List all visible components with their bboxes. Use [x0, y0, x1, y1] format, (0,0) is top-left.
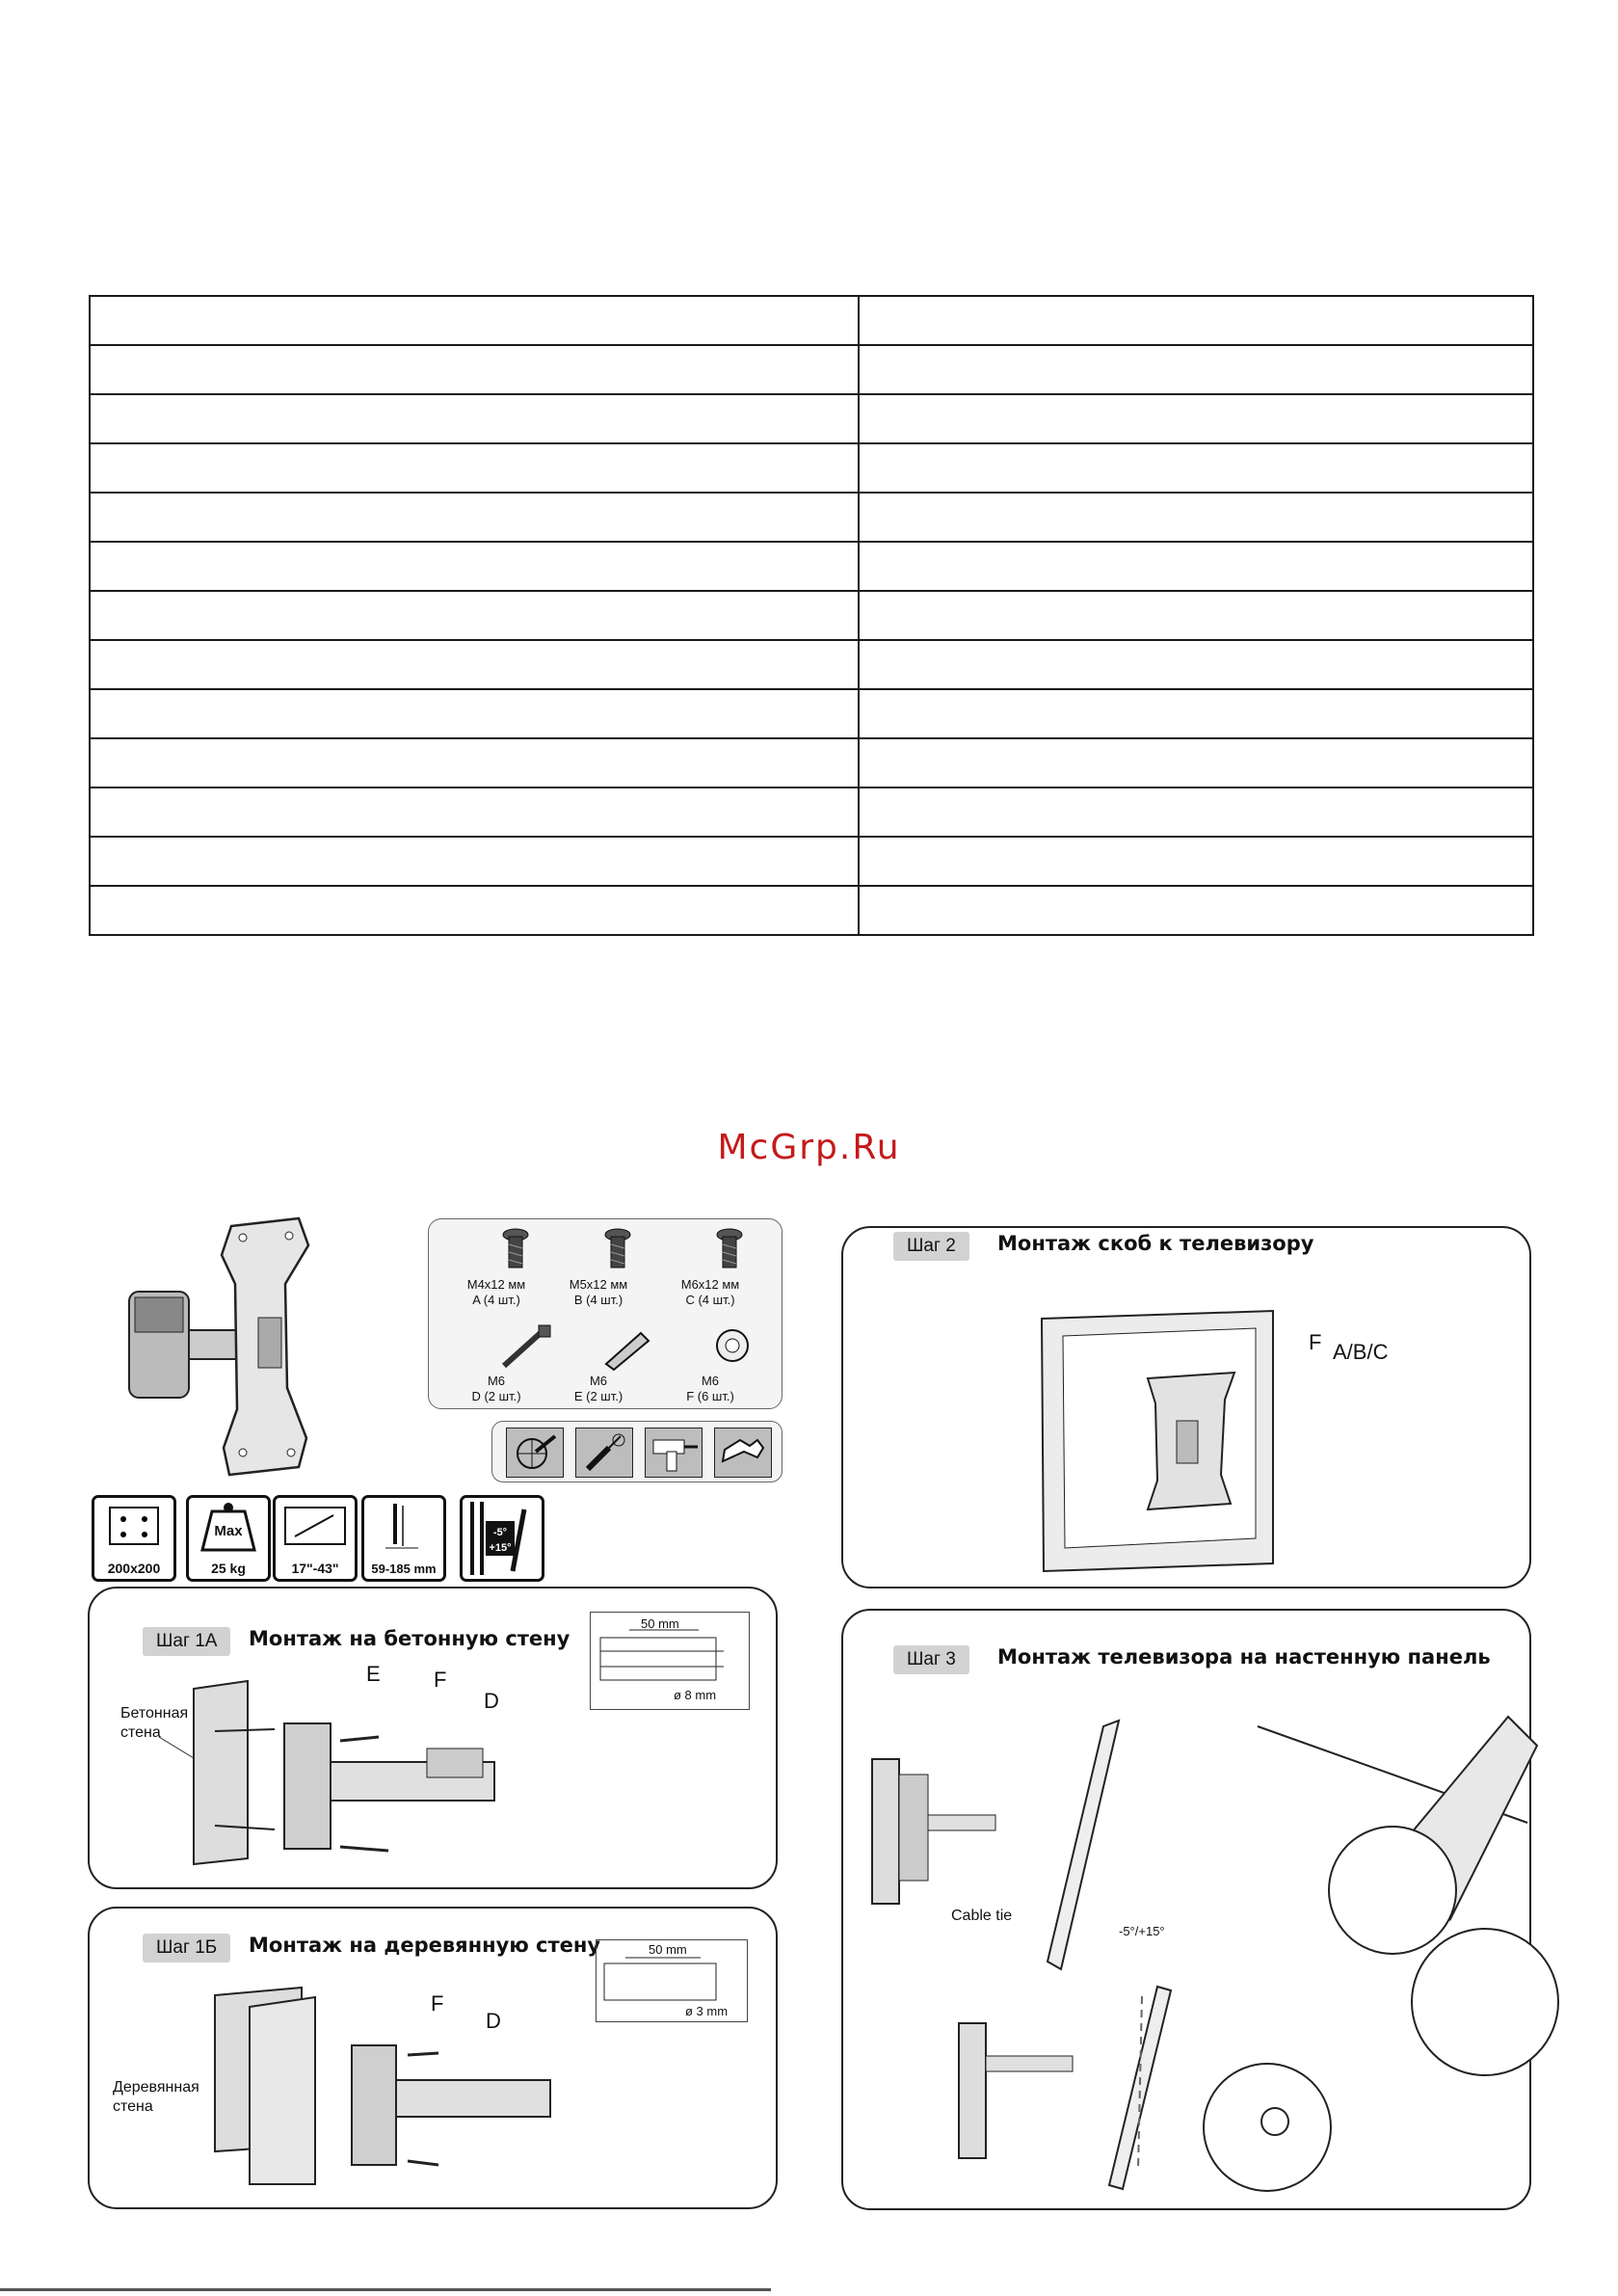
tilt-icon: [460, 1495, 544, 1582]
spec-row: [90, 493, 1533, 542]
wooden-wall-label: Деревянная стена: [113, 2079, 199, 2115]
spec-cell: [859, 738, 1533, 788]
hardware-item: [458, 1227, 535, 1308]
spec-cell: [90, 345, 859, 394]
pencil-icon: [506, 1428, 564, 1478]
spec-table: [89, 295, 1534, 936]
concrete-wall-label: Бетонная стена: [120, 1705, 189, 1741]
spec-cell: [859, 443, 1533, 493]
hardware-qty: F (6 шт.): [686, 1389, 734, 1403]
letter-d: D: [484, 1689, 499, 1713]
spec-cell: [859, 837, 1533, 886]
letter-e: E: [366, 1662, 381, 1686]
letter-f-2: F: [1309, 1330, 1322, 1354]
spec-row: [90, 837, 1533, 886]
step-3-title: Монтаж телевизора на настенную панель: [997, 1645, 1491, 1669]
hardware-size: M4x12 мм: [466, 1277, 526, 1292]
spec-row: [90, 886, 1533, 935]
screen-size-label: 17"-43": [291, 1561, 339, 1576]
spec-cell: [90, 493, 859, 542]
spec-cell: [859, 493, 1533, 542]
spec-cell: [90, 837, 859, 886]
hardware-qty: C (4 шт.): [685, 1293, 735, 1307]
drill-depth-detail: [590, 1612, 750, 1710]
step-1b-panel: [88, 1907, 778, 2209]
hardware-item: [458, 1323, 535, 1404]
pilot-hole-length: 50 mm: [649, 1942, 687, 1957]
spec-row: [90, 296, 1533, 345]
drill-diameter: ø 8 mm: [674, 1688, 717, 1702]
product-illustration: [116, 1216, 395, 1477]
spec-row: [90, 394, 1533, 443]
spec-cell: [90, 591, 859, 640]
hardware-size: M5x12 мм: [569, 1277, 628, 1292]
tilt-label: -5° +15°: [489, 1527, 512, 1554]
hardware-qty: E (2 шт.): [573, 1389, 623, 1403]
spec-row: [90, 738, 1533, 788]
hardware-qty: B (4 шт.): [573, 1293, 623, 1307]
vesa-icon: [92, 1495, 176, 1582]
spec-cell: [859, 394, 1533, 443]
spec-row: [90, 443, 1533, 493]
load-label: 25 kg: [211, 1561, 246, 1576]
spec-row: [90, 689, 1533, 738]
step-2-tag: Шаг 2: [893, 1232, 969, 1261]
step-2-title: Монтаж скоб к телевизору: [997, 1232, 1314, 1255]
spec-cell: [859, 591, 1533, 640]
tv-back-drawing: [1042, 1311, 1331, 1571]
tools-panel: [491, 1421, 782, 1482]
hardware-size: M6x12 мм: [680, 1277, 740, 1292]
letter-f-1b: F: [431, 1991, 444, 2016]
concrete-wall-drawing: [186, 1681, 668, 1874]
step-3-hang-drawing: [872, 1717, 1547, 2199]
spec-cell: [90, 886, 859, 935]
spec-row: [90, 542, 1533, 591]
spec-cell: [859, 296, 1533, 345]
pilot-hole-detail: [596, 1939, 748, 2022]
spec-cell: [90, 443, 859, 493]
hardware-size: M6: [701, 1374, 720, 1388]
spec-cell: [90, 542, 859, 591]
screw-icon: [560, 1227, 637, 1273]
step-3-panel: [841, 1609, 1531, 2210]
hardware-size: M6: [589, 1374, 608, 1388]
screw-icon: [458, 1227, 535, 1273]
step-1a-tag: Шаг 1А: [143, 1627, 230, 1656]
lag-bolt-icon: [458, 1323, 535, 1370]
hardware-qty: A (4 шт.): [472, 1293, 520, 1307]
drill-depth-length: 50 mm: [641, 1616, 679, 1631]
tilt-range-label: -5°/+15°: [1119, 1924, 1165, 1938]
spec-cell: [859, 542, 1533, 591]
spec-cell: [859, 689, 1533, 738]
max-label: Max: [214, 1523, 243, 1539]
spec-cell: [90, 689, 859, 738]
hardware-qty: D (2 шт.): [471, 1389, 521, 1403]
hardware-item: [560, 1227, 637, 1308]
hardware-item: [672, 1227, 749, 1308]
wrench-icon: [714, 1428, 772, 1478]
spec-cell: [90, 788, 859, 837]
step-1b-tag: Шаг 1Б: [143, 1934, 230, 1962]
footer-divider: [0, 2288, 771, 2291]
spec-cell: [90, 296, 859, 345]
spec-row: [90, 788, 1533, 837]
max-load-icon: [186, 1495, 271, 1582]
screen-size-icon: [273, 1495, 358, 1582]
spec-cell: [90, 738, 859, 788]
screwdriver-icon: [575, 1428, 633, 1478]
spec-cell: [90, 640, 859, 689]
spec-cell: [859, 788, 1533, 837]
step-3-tag: Шаг 3: [893, 1645, 969, 1674]
letter-d-1b: D: [486, 2009, 501, 2033]
hardware-item: [672, 1323, 749, 1404]
wall-distance-icon: [361, 1495, 446, 1582]
step-1b-title: Монтаж на деревянную стену: [249, 1934, 601, 1957]
spec-row: [90, 591, 1533, 640]
hardware-item: [560, 1323, 637, 1404]
hardware-panel: [428, 1218, 782, 1409]
step-1a-panel: [88, 1587, 778, 1889]
vesa-label: 200x200: [107, 1561, 161, 1576]
spec-row: [90, 345, 1533, 394]
drill-icon: [645, 1428, 703, 1478]
watermark: McGrp.Ru: [717, 1128, 901, 1167]
screw-icon: [672, 1227, 749, 1273]
anchor-icon: [560, 1323, 637, 1370]
letter-f: F: [434, 1668, 447, 1692]
spec-cell: [859, 345, 1533, 394]
spec-cell: [859, 640, 1533, 689]
spec-cell: [859, 886, 1533, 935]
letter-abc: A/B/C: [1333, 1340, 1389, 1364]
spec-cell: [90, 394, 859, 443]
pilot-hole-diameter: ø 3 mm: [685, 2004, 729, 2018]
step-1a-title: Монтаж на бетонную стену: [249, 1627, 570, 1650]
spec-row: [90, 640, 1533, 689]
washer-icon: [672, 1323, 749, 1370]
depth-label: 59-185 mm: [371, 1562, 437, 1576]
hardware-size: M6: [487, 1374, 506, 1388]
step-2-panel: [841, 1226, 1531, 1589]
cable-tie-label: Cable tie: [951, 1908, 1013, 1924]
